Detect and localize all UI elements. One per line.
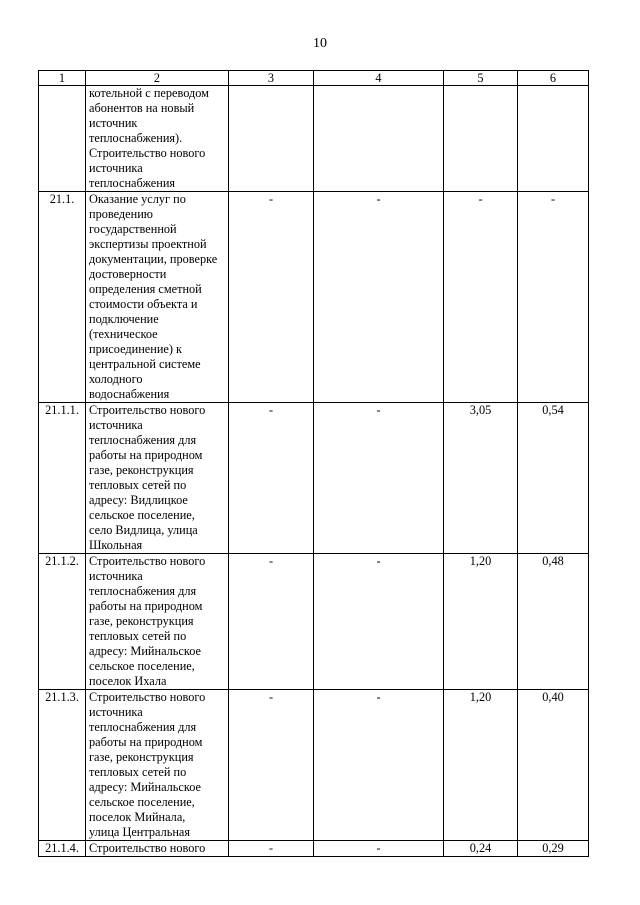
column-header: 6 bbox=[518, 71, 589, 86]
table-row bbox=[39, 86, 589, 192]
cell-col3: - bbox=[229, 554, 314, 690]
row-number bbox=[39, 86, 86, 192]
cell-col4: - bbox=[314, 403, 444, 554]
cell-col6: - bbox=[518, 192, 589, 403]
header-row bbox=[39, 71, 589, 86]
cell-col5: 0,24 bbox=[444, 841, 518, 857]
cell-col5: 1,20 bbox=[444, 554, 518, 690]
data-table bbox=[38, 70, 589, 857]
cell-col6 bbox=[518, 86, 589, 192]
row-description: Строительство нового источника теплоснабжения для работы на природном газе, реконструкция тепловых сетей по адресу: Видлицкое сельское поселение, село Видлица, улица Школьная bbox=[86, 403, 229, 554]
table-row bbox=[39, 841, 589, 857]
cell-col4: - bbox=[314, 841, 444, 857]
row-number: 21.1.4. bbox=[39, 841, 86, 857]
page-number: 10 bbox=[313, 36, 327, 51]
column-header: 1 bbox=[39, 71, 86, 86]
row-number: 21.1. bbox=[39, 192, 86, 403]
cell-col4 bbox=[314, 86, 444, 192]
row-description: Строительство нового источника теплоснабжения для работы на природном газе, реконструкция тепловых сетей по адресу: Мийнальское сельское поселение, поселок Ихала bbox=[86, 554, 229, 690]
cell-col6: 0,29 bbox=[518, 841, 589, 857]
cell-col5 bbox=[444, 86, 518, 192]
cell-col6: 0,48 bbox=[518, 554, 589, 690]
cell-col3: - bbox=[229, 690, 314, 841]
cell-col6: 0,54 bbox=[518, 403, 589, 554]
column-header: 3 bbox=[229, 71, 314, 86]
table-row bbox=[39, 192, 589, 403]
table-row bbox=[39, 554, 589, 690]
cell-col4: - bbox=[314, 690, 444, 841]
cell-col3: - bbox=[229, 192, 314, 403]
cell-col3 bbox=[229, 86, 314, 192]
cell-col4: - bbox=[314, 192, 444, 403]
cell-col5: - bbox=[444, 192, 518, 403]
table-row bbox=[39, 690, 589, 841]
row-description: котельной с переводом абонентов на новый источник теплоснабжения). Строительство нового источника теплоснабжения bbox=[86, 86, 229, 192]
row-number: 21.1.1. bbox=[39, 403, 86, 554]
row-number: 21.1.2. bbox=[39, 554, 86, 690]
column-header: 5 bbox=[444, 71, 518, 86]
row-number: 21.1.3. bbox=[39, 690, 86, 841]
cell-col3: - bbox=[229, 841, 314, 857]
cell-col6: 0,40 bbox=[518, 690, 589, 841]
table-row bbox=[39, 403, 589, 554]
cell-col3: - bbox=[229, 403, 314, 554]
cell-col5: 3,05 bbox=[444, 403, 518, 554]
cell-col4: - bbox=[314, 554, 444, 690]
row-description: Строительство нового источника теплоснабжения для работы на природном газе, реконструкция тепловых сетей по адресу: Мийнальское сельское поселение, поселок Мийнала, улица Центральная bbox=[86, 690, 229, 841]
column-header: 2 bbox=[86, 71, 229, 86]
row-description: Оказание услуг по проведению государственной экспертизы проектной документации, проверке достоверности определения сметной стоимости объекта и подключение (техническое присоединение) к центральной системе холодного водоснабжения bbox=[86, 192, 229, 403]
cell-col5: 1,20 bbox=[444, 690, 518, 841]
row-description: Строительство нового bbox=[86, 841, 229, 857]
column-header: 4 bbox=[314, 71, 444, 86]
